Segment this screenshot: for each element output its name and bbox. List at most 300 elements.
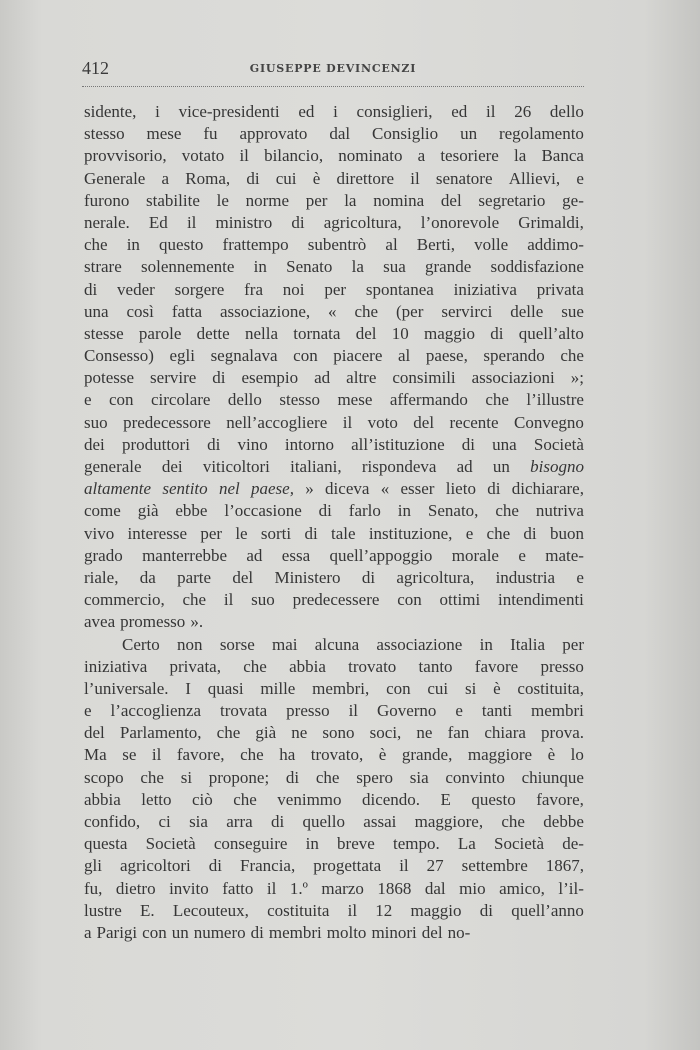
word: (per bbox=[396, 301, 424, 321]
word: iniziativa bbox=[453, 279, 517, 299]
word: strare bbox=[84, 257, 122, 277]
word: cui bbox=[427, 678, 449, 698]
text-line bbox=[84, 478, 584, 500]
word: una bbox=[492, 434, 517, 454]
word: Lecouteux, bbox=[172, 900, 249, 920]
word: una bbox=[84, 301, 109, 321]
text-line bbox=[84, 412, 584, 434]
word: il bbox=[266, 878, 277, 898]
word: La bbox=[457, 834, 476, 854]
word: mese bbox=[146, 124, 182, 144]
word: di bbox=[304, 523, 318, 543]
word: di bbox=[207, 434, 221, 454]
word: grado bbox=[84, 545, 123, 565]
word: grande bbox=[425, 257, 472, 277]
word: ad bbox=[314, 368, 331, 388]
word: cui bbox=[275, 168, 297, 188]
word: che bbox=[243, 656, 267, 676]
word: propone; bbox=[208, 767, 270, 787]
text-line bbox=[84, 500, 584, 522]
word: ed bbox=[451, 102, 468, 121]
word: questo bbox=[471, 789, 516, 809]
word: intorno bbox=[284, 434, 334, 454]
word: l’onorevole bbox=[420, 212, 500, 232]
word: già bbox=[137, 501, 159, 521]
word: l’occasione bbox=[224, 501, 302, 521]
word: segnalava bbox=[210, 346, 278, 366]
word: ad bbox=[246, 545, 263, 565]
word: bisogno bbox=[530, 457, 584, 476]
word: » bbox=[305, 479, 314, 499]
word: soci, bbox=[369, 723, 402, 743]
word: convinto bbox=[445, 767, 505, 787]
word: no- bbox=[447, 922, 471, 942]
word: subentrò bbox=[307, 235, 367, 255]
word: stabilite bbox=[146, 190, 200, 210]
word: di bbox=[270, 812, 285, 831]
word: che bbox=[560, 346, 584, 366]
word: predecessore bbox=[123, 412, 211, 432]
word: Parigi bbox=[96, 922, 138, 942]
text-line bbox=[84, 567, 584, 589]
word: che bbox=[486, 523, 511, 543]
word: rispondeva bbox=[361, 457, 437, 476]
word: votato bbox=[181, 146, 225, 166]
word: veder bbox=[117, 279, 155, 299]
word: sua bbox=[383, 257, 406, 277]
text-line bbox=[84, 811, 584, 833]
word: servire bbox=[150, 368, 197, 388]
word: il bbox=[186, 212, 197, 232]
word: Società bbox=[533, 434, 584, 454]
word: »; bbox=[570, 368, 584, 388]
word: « bbox=[380, 479, 390, 499]
word: e bbox=[455, 701, 463, 721]
word: « bbox=[328, 301, 337, 321]
word: alcuna bbox=[314, 634, 360, 654]
text-line bbox=[84, 212, 584, 234]
word: fatta bbox=[171, 301, 203, 321]
word: che bbox=[140, 767, 164, 787]
word: segretario bbox=[478, 190, 546, 210]
word: è bbox=[493, 678, 501, 698]
word: maggiore, bbox=[414, 812, 484, 831]
word: 1.º bbox=[289, 878, 308, 898]
word: intendimenti bbox=[497, 590, 584, 610]
word: riale, bbox=[84, 567, 119, 587]
word: il bbox=[239, 146, 249, 166]
word: di bbox=[487, 479, 501, 499]
word: è bbox=[312, 168, 321, 188]
word: 12 bbox=[375, 900, 393, 920]
word: sia bbox=[409, 767, 429, 787]
word: quell’alto bbox=[518, 323, 584, 343]
word: ge- bbox=[562, 190, 584, 210]
word: nell’accogliere bbox=[226, 412, 328, 432]
text-line bbox=[84, 367, 584, 389]
word: che bbox=[216, 723, 241, 743]
word: ciò bbox=[191, 789, 213, 809]
word: commercio, bbox=[84, 590, 165, 610]
word: con bbox=[109, 390, 134, 410]
word: di bbox=[208, 856, 222, 876]
word: italiani, bbox=[290, 457, 342, 476]
word: l’il- bbox=[558, 878, 584, 898]
word: Senato, bbox=[427, 501, 479, 521]
word: nominato bbox=[338, 146, 403, 166]
word: di bbox=[479, 900, 493, 920]
word: settembre bbox=[461, 856, 528, 876]
text-line bbox=[84, 101, 584, 123]
word: soddisfazione bbox=[490, 257, 584, 277]
word: bilancio, bbox=[264, 146, 324, 166]
word: parte bbox=[177, 567, 212, 587]
word: instituzione, bbox=[368, 523, 453, 543]
word: e bbox=[84, 390, 92, 410]
word: l’illustre bbox=[526, 390, 584, 410]
word: la bbox=[344, 190, 357, 210]
word: a bbox=[417, 146, 426, 166]
word: tornata bbox=[293, 323, 341, 343]
word: il bbox=[486, 102, 496, 121]
word: la bbox=[514, 146, 527, 166]
text-line bbox=[84, 611, 584, 633]
word: il bbox=[223, 590, 234, 610]
word: e bbox=[576, 168, 584, 188]
word: Certo bbox=[122, 634, 160, 654]
word: e bbox=[576, 567, 584, 587]
word: arra bbox=[226, 812, 253, 831]
text-line bbox=[84, 767, 584, 789]
word: Parlamento, bbox=[119, 723, 202, 743]
word: agricoltura, bbox=[323, 212, 402, 232]
word: quasi bbox=[207, 678, 244, 698]
word: presso bbox=[540, 656, 584, 676]
word: del bbox=[232, 567, 254, 587]
word: ad bbox=[456, 457, 473, 476]
word: stesso bbox=[279, 390, 320, 410]
word: I bbox=[185, 678, 191, 698]
word: associazione bbox=[376, 634, 463, 654]
word: noi bbox=[282, 279, 305, 299]
word: de- bbox=[562, 834, 584, 854]
word: grande, bbox=[401, 745, 453, 765]
word: dietro bbox=[115, 878, 156, 898]
word: dello bbox=[227, 390, 262, 410]
word: assai bbox=[363, 812, 397, 831]
word: marzo bbox=[321, 878, 364, 898]
word: ne bbox=[291, 723, 308, 743]
word: recente bbox=[449, 412, 499, 432]
word: Ma bbox=[84, 745, 107, 765]
word: morale bbox=[451, 545, 499, 565]
word: privata bbox=[536, 279, 584, 299]
word: mille bbox=[260, 678, 296, 698]
word: dei bbox=[161, 457, 183, 476]
text-line bbox=[84, 789, 584, 811]
text-line bbox=[84, 922, 584, 944]
word: di bbox=[523, 523, 537, 543]
word: dichiarare, bbox=[511, 479, 584, 499]
text-line bbox=[84, 878, 584, 900]
word: all’istituzione bbox=[351, 434, 445, 454]
word: che bbox=[84, 235, 108, 255]
word: di bbox=[318, 501, 332, 521]
word: lustre bbox=[84, 900, 122, 920]
word: direttore bbox=[336, 168, 395, 188]
word: farlo bbox=[348, 501, 381, 521]
text-line bbox=[84, 700, 584, 722]
word: interesse bbox=[127, 523, 188, 543]
word: che bbox=[501, 812, 525, 831]
word: amico, bbox=[499, 878, 545, 898]
word: questa bbox=[84, 834, 128, 854]
word: Società bbox=[145, 834, 196, 854]
word: in bbox=[253, 257, 267, 277]
word: nel bbox=[218, 479, 240, 499]
word: regolamento bbox=[498, 124, 584, 144]
word: per bbox=[324, 279, 347, 299]
word: maggiore bbox=[467, 745, 533, 765]
word: suo bbox=[251, 590, 275, 610]
word: quell’anno bbox=[511, 900, 584, 920]
word: Consesso) bbox=[84, 346, 154, 366]
text-line bbox=[84, 123, 584, 145]
word: costituita bbox=[267, 900, 330, 920]
word: essa bbox=[281, 545, 311, 565]
word: di bbox=[84, 279, 98, 299]
word: sia bbox=[189, 812, 208, 831]
word: fatto bbox=[222, 878, 254, 898]
word: Società bbox=[494, 834, 545, 854]
word: dal bbox=[329, 124, 351, 144]
word: è bbox=[378, 745, 387, 765]
word: letto bbox=[141, 789, 172, 809]
word: del bbox=[355, 323, 377, 343]
word: presso bbox=[286, 701, 330, 721]
word: vivo bbox=[84, 523, 115, 543]
word: 1868 bbox=[377, 878, 412, 898]
word: provvisorio, bbox=[84, 146, 167, 166]
word: E bbox=[440, 789, 451, 809]
word: sidente, bbox=[84, 102, 137, 121]
word: associazioni bbox=[471, 368, 555, 388]
word: si bbox=[464, 678, 477, 698]
word: addimo- bbox=[527, 235, 584, 255]
word: ebbe bbox=[175, 501, 208, 521]
word: fu, bbox=[84, 878, 103, 898]
word: mio bbox=[459, 878, 486, 898]
word: quell’appoggio bbox=[329, 545, 433, 565]
word: esser bbox=[400, 479, 435, 499]
word: in bbox=[126, 235, 140, 255]
word: viticoltori bbox=[202, 457, 270, 476]
word: tale bbox=[330, 523, 356, 543]
word: già bbox=[255, 723, 277, 743]
word: suo bbox=[84, 412, 108, 432]
word: e bbox=[84, 701, 92, 721]
text-line bbox=[84, 279, 584, 301]
word: Generale bbox=[84, 168, 146, 188]
word: 26 bbox=[514, 102, 532, 121]
word: sperando bbox=[483, 346, 545, 366]
word: da bbox=[139, 567, 156, 587]
word: questo bbox=[159, 235, 204, 255]
word: Ed bbox=[148, 212, 168, 232]
word: esempio bbox=[241, 368, 299, 388]
word: sentito bbox=[162, 479, 208, 499]
word: altamente bbox=[84, 479, 152, 499]
word: Ministero bbox=[274, 567, 341, 587]
word: molto bbox=[326, 922, 367, 942]
word: numero bbox=[193, 922, 246, 942]
word: nerale. bbox=[84, 212, 130, 232]
text-line bbox=[84, 589, 584, 611]
word: voto bbox=[367, 412, 398, 432]
word: furono bbox=[84, 190, 130, 210]
text-line bbox=[84, 456, 584, 478]
word: Banca bbox=[541, 146, 584, 166]
word: venimmo bbox=[277, 789, 342, 809]
text-line bbox=[84, 256, 584, 278]
word: breve bbox=[337, 834, 375, 854]
word: spontanea bbox=[365, 279, 434, 299]
word: delle bbox=[510, 301, 544, 321]
word: di bbox=[246, 168, 260, 188]
text-line bbox=[84, 145, 584, 167]
word: lo bbox=[570, 745, 584, 765]
word: in bbox=[397, 501, 412, 521]
word: volle bbox=[474, 235, 509, 255]
word: del bbox=[413, 412, 435, 432]
text-line bbox=[84, 190, 584, 212]
text-line bbox=[84, 345, 584, 367]
page-number: 412 bbox=[82, 58, 109, 78]
page-body bbox=[84, 101, 584, 944]
word: con bbox=[293, 346, 318, 366]
word: dello bbox=[549, 102, 584, 121]
word: così bbox=[126, 301, 154, 321]
word: altre bbox=[346, 368, 377, 388]
word: di bbox=[285, 767, 300, 787]
word: che bbox=[182, 590, 207, 610]
word: un bbox=[460, 124, 478, 144]
word: Senato bbox=[286, 257, 333, 277]
word: parole bbox=[138, 323, 182, 343]
word: stesso bbox=[84, 124, 125, 144]
word: non bbox=[177, 634, 203, 654]
word: Allievi, bbox=[508, 168, 561, 188]
word: tanto bbox=[418, 656, 453, 676]
word: ». bbox=[190, 612, 204, 632]
word: approvato bbox=[239, 124, 308, 144]
word: quello bbox=[302, 812, 345, 831]
word: i bbox=[333, 102, 338, 121]
word: Governo bbox=[376, 701, 437, 721]
word: frattempo bbox=[222, 235, 289, 255]
word: tesoriere bbox=[440, 146, 499, 166]
text-line bbox=[84, 900, 584, 922]
word: spero bbox=[356, 767, 394, 787]
word: che bbox=[485, 390, 509, 410]
word: favore, bbox=[536, 789, 584, 809]
word: Consiglio bbox=[372, 124, 439, 144]
text-line bbox=[84, 301, 584, 323]
text-line bbox=[84, 678, 584, 700]
word: con bbox=[142, 922, 167, 942]
word: agricoltori bbox=[119, 856, 191, 876]
word: 27 bbox=[426, 856, 444, 876]
text-line bbox=[84, 855, 584, 877]
word: agricoltura, bbox=[396, 567, 475, 587]
word: del bbox=[84, 723, 105, 743]
word: ottimi bbox=[439, 590, 481, 610]
text-line bbox=[84, 323, 584, 345]
word: che bbox=[233, 789, 257, 809]
word: stesse bbox=[84, 323, 124, 343]
word: paese, bbox=[251, 479, 294, 499]
word: lieto bbox=[445, 479, 476, 499]
word: di bbox=[461, 434, 476, 454]
word: progettata bbox=[313, 856, 382, 876]
word: nomina bbox=[373, 190, 425, 210]
word: industria bbox=[495, 567, 556, 587]
word: generale bbox=[84, 457, 142, 476]
word: buon bbox=[549, 523, 584, 543]
word: in bbox=[479, 634, 493, 654]
word: del bbox=[421, 922, 443, 942]
word: piacere bbox=[333, 346, 383, 366]
word: membri, bbox=[312, 678, 370, 698]
word: debbe bbox=[543, 812, 584, 831]
word: vino bbox=[237, 434, 268, 454]
word: sorti bbox=[260, 523, 292, 543]
word: che bbox=[240, 745, 264, 765]
word: mate- bbox=[545, 545, 584, 565]
word: maggio bbox=[410, 900, 462, 920]
word: un bbox=[171, 922, 189, 942]
word: privata, bbox=[169, 656, 221, 676]
word: gli bbox=[84, 856, 102, 876]
word: favore, bbox=[176, 745, 225, 765]
text-line bbox=[84, 434, 584, 456]
word: ed bbox=[298, 102, 315, 121]
word: il bbox=[410, 168, 420, 188]
word: potesse bbox=[84, 368, 135, 388]
word: le bbox=[235, 523, 248, 543]
word: in bbox=[305, 834, 319, 854]
header-rule bbox=[82, 86, 584, 87]
word: l’accoglienza bbox=[110, 701, 202, 721]
word: fra bbox=[244, 279, 263, 299]
text-line bbox=[84, 545, 584, 567]
word: chiara bbox=[484, 723, 526, 743]
word: ne bbox=[416, 723, 433, 743]
word: a bbox=[84, 922, 92, 942]
word: manterrebbe bbox=[142, 545, 228, 565]
word: costituita, bbox=[517, 678, 584, 698]
word: sue bbox=[561, 301, 584, 321]
word: promesso bbox=[120, 612, 186, 632]
word: di bbox=[212, 368, 226, 388]
word: con bbox=[386, 678, 411, 698]
word: di bbox=[291, 212, 305, 232]
text-line bbox=[84, 833, 584, 855]
word: il bbox=[348, 701, 359, 721]
word: affermando bbox=[389, 390, 468, 410]
word: trovato, bbox=[310, 745, 364, 765]
word: Berti, bbox=[416, 235, 456, 255]
